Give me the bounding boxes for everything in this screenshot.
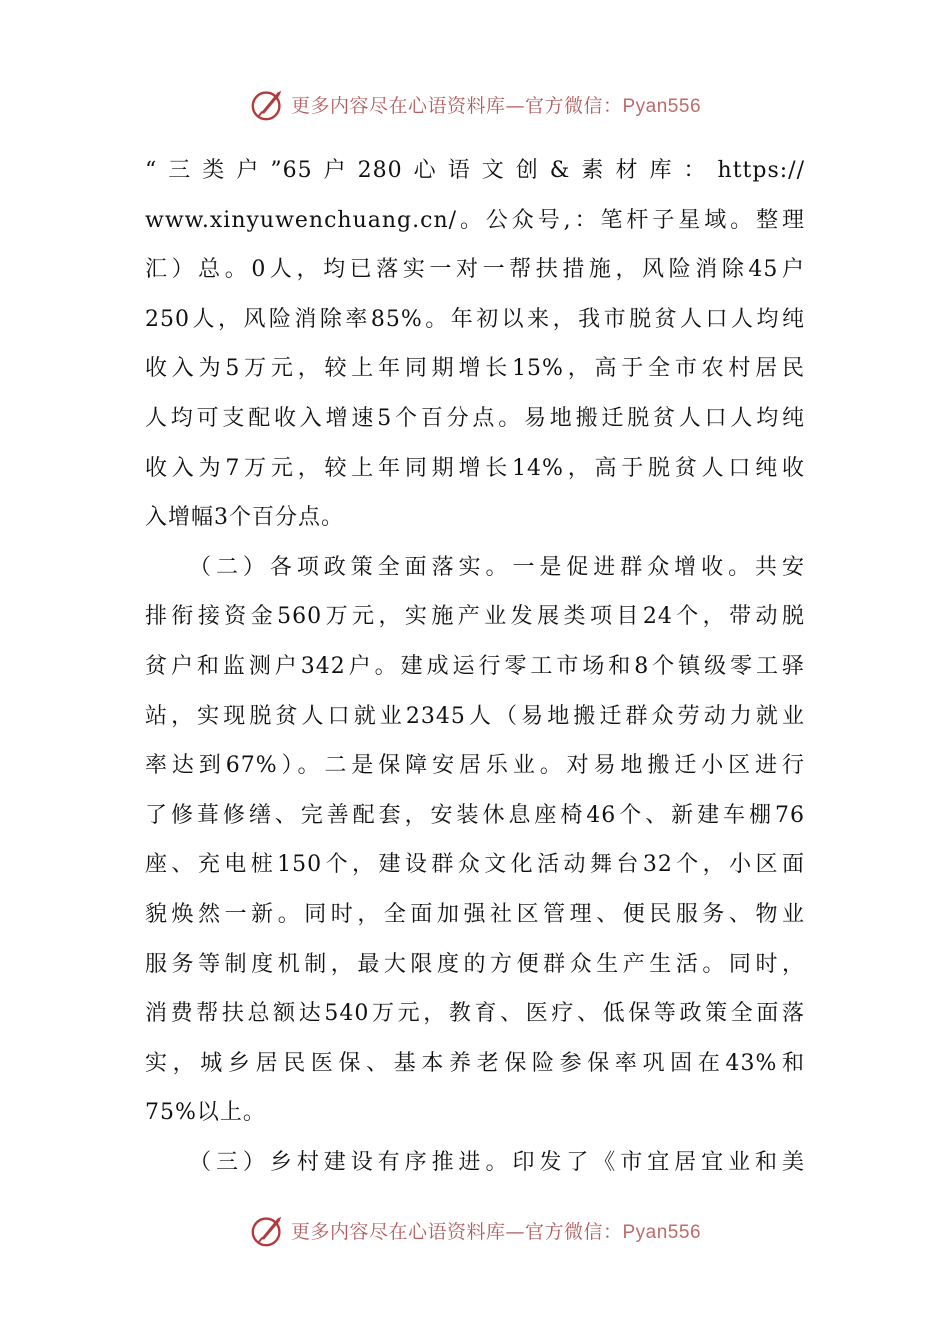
text-line: 收入为5万元，较上年同期增长15%，高于全市农村居民: [145, 356, 805, 382]
watermark-footer: [0, 1210, 950, 1250]
quill-logo-icon: [249, 85, 287, 123]
watermark-site-text: 更多内容尽在心语资料库—官方微信：: [290, 1220, 623, 1243]
text-line: 站，实现脱贫人口就业2345人（易地搬迁群众劳动力就业: [145, 703, 805, 729]
watermark-header: [0, 84, 950, 124]
text-line: 率达到67%）。二是保障安居乐业。对易地搬迁小区进行: [145, 753, 805, 779]
watermark-wechat-id: Pyan556: [622, 95, 702, 117]
text-line: 座、充电桩150个，建设群众文化活动舞台32个，小区面: [145, 852, 805, 878]
text-line: 入增幅3个百分点。: [145, 505, 344, 531]
document-body: [145, 146, 805, 1187]
text-line: 实，城乡居民医保、基本养老保险参保率巩固在43%和: [145, 1050, 805, 1076]
watermark-site-text: 更多内容尽在心语资料库—官方微信：: [290, 94, 623, 117]
text-line: （二）各项政策全面落实。一是促进群众增收。共安: [189, 554, 805, 580]
text-line: 贫户和监测户342户。建成运行零工市场和8个镇级零工驿: [145, 653, 805, 679]
text-line: 250人，风险消除率85%。年初以来，我市脱贫人口人均纯: [145, 306, 805, 332]
text-line: 汇）总。0人，均已落实一对一帮扶措施，风险消除45户: [145, 257, 805, 283]
text-line: 排衔接资金560万元，实施产业发展类项目24个，带动脱: [145, 604, 805, 630]
text-line: www.xinyuwenchuang.cn/。公众号,：笔杆子星域。整理: [145, 207, 805, 233]
quill-logo-icon: [249, 1211, 287, 1249]
text-line: 人均可支配收入增速5个百分点。易地搬迁脱贫人口人均纯: [145, 405, 805, 431]
text-line: 75%以上。: [145, 1100, 266, 1126]
text-line: 消费帮扶总额达540万元，教育、医疗、低保等政策全面落: [145, 1001, 805, 1027]
text-line: “三类户”65户280心语文创&素材库：https://: [145, 158, 805, 183]
text-line: 收入为7万元，较上年同期增长14%，高于脱贫人口纯收: [145, 455, 805, 481]
text-line: 服务等制度机制，最大限度的方便群众生产生活。同时，: [145, 951, 805, 977]
text-line: 貌焕然一新。同时，全面加强社区管理、便民服务、物业: [145, 901, 805, 927]
text-line: （三）乡村建设有序推进。印发了《市宜居宜业和美: [189, 1149, 805, 1175]
text-line: 了修葺修缮、完善配套，安装休息座椅46个、新建车棚76: [145, 802, 805, 828]
watermark-wechat-id: Pyan556: [622, 1221, 702, 1243]
